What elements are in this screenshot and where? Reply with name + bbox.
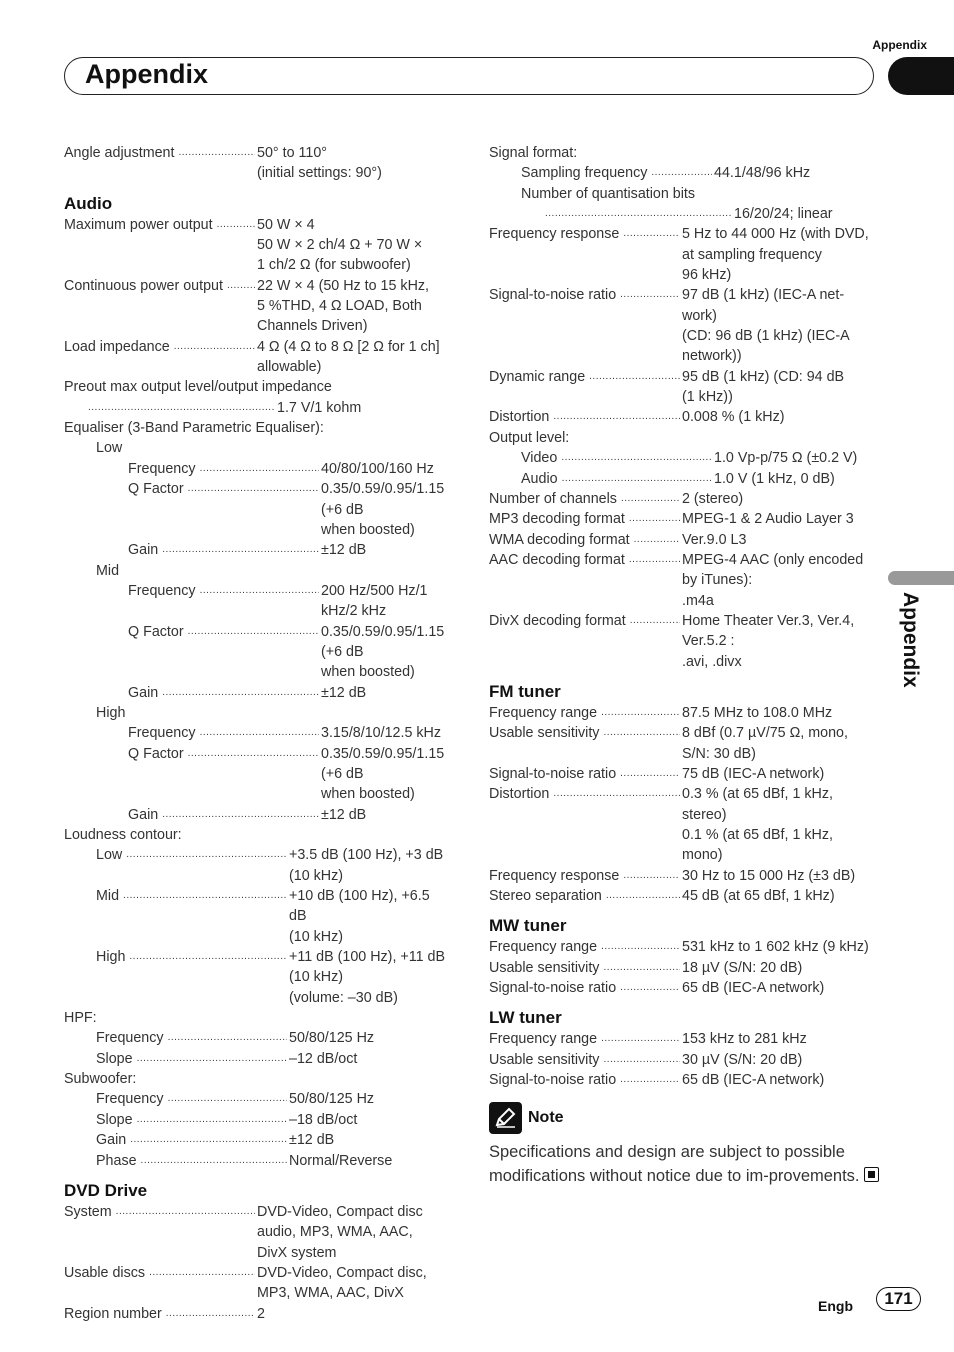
spec-group-label: Preout max output level/output impedance	[64, 379, 332, 396]
spec-label: Signal-to-noise ratio	[489, 980, 617, 997]
spec-label: Frequency response	[489, 226, 620, 243]
spec-value: +11 dB (100 Hz), +11 dB (10 kHz) (volume: –30 dB)	[289, 949, 446, 1006]
spec-value: MPEG-1 & 2 Audio Layer 3	[682, 511, 854, 528]
spec-row	[64, 805, 450, 825]
leader-dots	[174, 337, 255, 357]
spec-value: +3.5 dB (100 Hz), +3 dB (10 kHz)	[289, 847, 444, 884]
leader-dots	[606, 886, 680, 906]
spec-label: High	[96, 949, 126, 966]
spec-row	[489, 407, 881, 427]
spec-row	[64, 1110, 450, 1130]
spec-value: 5 Hz to 44 000 Hz (with DVD, at sampling frequency 96 kHz)	[682, 226, 869, 284]
spec-label: Audio	[521, 470, 558, 487]
spec-value: 3.15/8/10/12.5 kHz	[321, 725, 442, 742]
spec-value: –18 dB/oct	[289, 1111, 358, 1128]
leader-dots	[623, 224, 680, 244]
footer-language: Engb	[818, 1298, 853, 1314]
side-tab-marker	[888, 571, 954, 585]
spec-label: Phase	[96, 1152, 137, 1169]
leader-dots	[601, 1029, 680, 1049]
leader-dots	[137, 1110, 287, 1130]
spec-value: 22 W × 4 (50 Hz to 15 kHz, 5 %THD, 4 Ω LOAD, Both Channels Driven)	[257, 277, 430, 335]
spec-row	[489, 163, 881, 183]
spec-label: Frequency range	[489, 1031, 598, 1048]
spec-value: 0.35/0.59/0.95/1.15 (+6 dB when boosted)	[321, 481, 445, 538]
spec-label: Frequency	[96, 1091, 164, 1108]
spec-label: Signal-to-noise ratio	[489, 1072, 617, 1089]
spec-row	[489, 530, 881, 550]
leader-dots	[217, 215, 255, 235]
spec-group-label: Mid	[96, 562, 120, 579]
spec-row	[64, 276, 450, 337]
spec-label: Signal-to-noise ratio	[489, 765, 617, 782]
leader-dots	[561, 448, 712, 468]
spec-row	[489, 204, 881, 224]
spec-label: Maximum power output	[64, 216, 213, 233]
spec-row	[64, 723, 450, 743]
spec-row	[489, 723, 881, 764]
leader-dots	[620, 764, 680, 784]
spec-row	[489, 764, 881, 784]
leader-dots	[620, 285, 680, 305]
leader-dots	[630, 611, 680, 631]
spec-label: Number of channels	[489, 490, 617, 507]
section-heading: FM tuner	[489, 681, 561, 701]
spec-row	[489, 285, 881, 366]
spec-value: 44.1/48/96 kHz	[714, 165, 811, 182]
spec-label: Load impedance	[64, 338, 170, 355]
spec-value: 50° to 110° (initial settings: 90°)	[257, 145, 382, 182]
leader-dots	[603, 958, 680, 978]
spec-label: Q Factor	[128, 623, 184, 640]
spec-label: Frequency range	[489, 939, 598, 956]
leader-dots	[116, 1202, 255, 1222]
spec-value: DVD-Video, Compact disc, MP3, WMA, AAC, DivX	[257, 1264, 427, 1302]
spec-value: 1.0 V (1 kHz, 0 dB)	[714, 470, 835, 487]
leader-dots	[188, 622, 319, 642]
spec-label: Frequency	[128, 725, 196, 742]
spec-label: Gain	[128, 684, 159, 701]
spec-value: +10 dB (100 Hz), +6.5 dB (10 kHz)	[289, 888, 430, 945]
spec-group-label: Signal format:	[489, 145, 578, 161]
spec-row	[64, 1304, 450, 1324]
spec-value: ±12 dB	[321, 806, 367, 823]
spec-value: 50/80/125 Hz	[289, 1030, 375, 1047]
spec-value: 87.5 MHz to 108.0 MHz	[682, 704, 833, 721]
spec-row	[489, 367, 881, 408]
leader-dots	[601, 703, 680, 723]
spec-label: Gain	[96, 1132, 127, 1149]
spec-group-label: Output level:	[489, 429, 570, 446]
spec-value: Ver.9.0 L3	[682, 531, 747, 548]
spec-group-label: High	[96, 704, 126, 721]
spec-label: Dynamic range	[489, 368, 586, 385]
spec-value: 65 dB (IEC-A network)	[682, 980, 825, 997]
spec-row	[64, 1028, 450, 1048]
spec-row	[64, 459, 450, 479]
spec-row	[489, 611, 881, 672]
section-heading: Audio	[64, 193, 113, 213]
spec-group-label: Loudness contour:	[64, 827, 182, 843]
spec-value: 200 Hz/500 Hz/1 kHz/2 kHz	[321, 582, 428, 620]
leader-dots	[168, 1028, 287, 1048]
spec-row	[64, 215, 450, 276]
spec-row	[64, 845, 450, 886]
spec-label: Distortion	[489, 786, 550, 803]
spec-row	[489, 784, 881, 865]
leader-dots	[130, 1130, 287, 1150]
spec-value: MPEG-4 AAC (only encoded by iTunes): .m4a	[682, 551, 864, 609]
spec-row	[64, 886, 450, 947]
spec-label: Frequency	[96, 1030, 164, 1047]
spec-row	[64, 1151, 450, 1171]
leader-dots	[629, 550, 680, 570]
leader-dots	[603, 723, 680, 743]
spec-row	[489, 703, 881, 723]
leader-dots	[562, 469, 712, 489]
spec-value: 30 Hz to 15 000 Hz (±3 dB)	[682, 867, 856, 884]
spec-row	[64, 1202, 450, 1263]
spec-row	[489, 1029, 881, 1049]
spec-row	[64, 744, 450, 805]
spec-label: Stereo separation	[489, 888, 602, 905]
leader-dots	[629, 509, 680, 529]
spec-row	[64, 947, 450, 1008]
spec-label: WMA decoding format	[489, 531, 630, 548]
spec-value: 2 (stereo)	[682, 490, 744, 507]
spec-label: System	[64, 1203, 112, 1220]
leader-dots	[589, 367, 680, 387]
spec-row	[489, 937, 881, 957]
spec-value: –12 dB/oct	[289, 1050, 358, 1067]
spec-group-label: HPF:	[64, 1010, 97, 1027]
leader-dots	[137, 1049, 287, 1069]
spec-label: Signal-to-noise ratio	[489, 287, 617, 304]
spec-label: Gain	[128, 806, 159, 823]
spec-value: 50 W × 4 50 W × 2 ch/4 Ω + 70 W × 1 ch/2 Ω (for subwoofer)	[257, 216, 423, 274]
spec-label: Slope	[96, 1111, 133, 1128]
running-header: Appendix	[872, 38, 927, 52]
spec-value: 97 dB (1 kHz) (IEC-A net- work) (CD: 96 dB (1 kHz) (IEC-A network))	[682, 287, 850, 365]
spec-value: 50/80/125 Hz	[289, 1091, 375, 1108]
page-title-box	[64, 57, 874, 95]
spec-row	[64, 479, 450, 540]
spec-label: DivX decoding format	[489, 612, 626, 629]
leader-dots	[149, 1263, 255, 1283]
spec-label: Frequency response	[489, 867, 620, 884]
spec-row	[489, 886, 881, 906]
spec-label: Continuous power output	[64, 277, 223, 294]
page-title: Appendix	[85, 59, 209, 89]
spec-label: Q Factor	[128, 745, 184, 762]
leader-dots	[651, 163, 712, 183]
spec-row	[489, 1070, 881, 1090]
spec-row	[489, 978, 881, 998]
leader-dots	[553, 784, 680, 804]
spec-label: MP3 decoding format	[489, 511, 625, 528]
leader-dots	[188, 744, 319, 764]
header-tab-block	[888, 57, 954, 95]
spec-value: 0.35/0.59/0.95/1.15 (+6 dB when boosted)	[321, 745, 445, 803]
spec-value: 8 dBf (0.7 µV/75 Ω, mono, S/N: 30 dB)	[682, 725, 848, 762]
spec-group-label: Number of quantisation bits	[521, 185, 696, 202]
leader-dots	[168, 1089, 287, 1109]
leader-dots	[200, 581, 319, 601]
leader-dots	[126, 845, 287, 865]
spec-label: Gain	[128, 542, 159, 559]
spec-row	[64, 1263, 450, 1304]
spec-group-label: Low	[96, 440, 123, 457]
spec-value: 0.35/0.59/0.95/1.15 (+6 dB when boosted)	[321, 623, 445, 681]
spec-value: 65 dB (IEC-A network)	[682, 1072, 825, 1089]
spec-value: 1.0 Vp-p/75 Ω (±0.2 V)	[714, 450, 858, 467]
leader-dots	[553, 407, 680, 427]
spec-label: Mid	[96, 888, 120, 905]
spec-label: Frequency	[128, 582, 196, 599]
spec-row	[64, 540, 450, 560]
note-title: Note	[528, 1109, 564, 1127]
leader-dots	[620, 1070, 680, 1090]
spec-row	[489, 1050, 881, 1070]
spec-label: Frequency range	[489, 704, 598, 721]
spec-value: 531 kHz to 1 602 kHz (9 kHz)	[682, 939, 869, 956]
spec-value: ±12 dB	[289, 1132, 335, 1149]
spec-row	[489, 469, 881, 489]
section-heading: LW tuner	[489, 1008, 562, 1028]
spec-row	[489, 224, 881, 285]
leader-dots	[166, 1304, 255, 1324]
spec-value: Home Theater Ver.3, Ver.4, Ver.5.2 : .avi, .divx	[682, 612, 855, 670]
spec-label: Frequency	[128, 460, 196, 477]
leader-dots	[620, 978, 680, 998]
leader-dots	[188, 479, 319, 499]
spec-label: Sampling frequency	[521, 165, 648, 182]
leader-dots	[200, 723, 319, 743]
leader-dots	[634, 530, 680, 550]
spec-row	[64, 581, 450, 622]
spec-row	[489, 958, 881, 978]
spec-value: 40/80/100/160 Hz	[321, 460, 434, 477]
spec-row	[489, 509, 881, 529]
spec-value: 0.3 % (at 65 dBf, 1 kHz, stereo) 0.1 % (at 65 dBf, 1 kHz, mono)	[682, 786, 833, 864]
left-spec-column	[64, 143, 450, 1324]
spec-label: Region number	[64, 1305, 162, 1322]
section-heading: MW tuner	[489, 916, 567, 936]
spec-group-label: Equaliser (3-Band Parametric Equaliser):	[64, 420, 324, 437]
pencil-note-icon	[489, 1102, 522, 1134]
spec-value: 2	[257, 1305, 265, 1322]
spec-row	[489, 550, 881, 611]
spec-label: Slope	[96, 1050, 133, 1067]
spec-label: Angle adjustment	[64, 145, 175, 161]
spec-value: 45 dB (at 65 dBf, 1 kHz)	[682, 888, 835, 905]
spec-value: 95 dB (1 kHz) (CD: 94 dB (1 kHz))	[682, 368, 845, 406]
spec-label: AAC decoding format	[489, 551, 625, 568]
spec-label: Usable sensitivity	[489, 1051, 600, 1068]
note-header	[489, 1102, 881, 1134]
spec-group-label: Subwoofer:	[64, 1071, 137, 1088]
leader-dots	[621, 489, 680, 509]
spec-row	[64, 143, 450, 184]
page-number: 171	[876, 1287, 921, 1311]
spec-value: Normal/Reverse	[289, 1152, 393, 1169]
spec-label: Usable sensitivity	[489, 959, 600, 976]
right-spec-column	[489, 143, 881, 1188]
spec-row	[64, 683, 450, 703]
spec-value: 30 µV (S/N: 20 dB)	[682, 1051, 803, 1068]
spec-row	[64, 1049, 450, 1069]
leader-dots	[162, 805, 319, 825]
note-text: Specifications and design are subject to possible modifications without notice due to im-provements.	[489, 1140, 881, 1188]
leader-dots	[141, 1151, 287, 1171]
spec-label: Video	[521, 450, 558, 467]
leader-dots	[623, 866, 680, 886]
spec-value: ±12 dB	[321, 684, 367, 701]
spec-row	[489, 866, 881, 886]
leader-dots	[162, 540, 319, 560]
spec-value: 4 Ω (4 Ω to 8 Ω [2 Ω for 1 ch] allowable)	[257, 338, 440, 376]
spec-value: DVD-Video, Compact disc audio, MP3, WMA, AAC, DivX system	[257, 1203, 423, 1261]
leader-dots	[601, 937, 680, 957]
spec-row	[64, 398, 450, 418]
leader-dots	[162, 683, 319, 703]
spec-row	[64, 337, 450, 378]
leader-dots	[123, 886, 287, 906]
end-mark-icon	[864, 1167, 879, 1182]
spec-value: ±12 dB	[321, 542, 367, 559]
side-tab-label: Appendix	[899, 592, 922, 688]
spec-value: 153 kHz to 281 kHz	[682, 1031, 807, 1048]
spec-label: Usable discs	[64, 1264, 146, 1281]
spec-label: Low	[96, 847, 123, 864]
leader-dots	[129, 947, 287, 967]
leader-dots	[545, 204, 732, 224]
section-heading: DVD Drive	[64, 1180, 148, 1200]
leader-dots	[227, 276, 255, 296]
spec-label: Usable sensitivity	[489, 725, 600, 742]
spec-value: 0.008 % (1 kHz)	[682, 409, 785, 426]
leader-dots	[603, 1050, 680, 1070]
spec-label: Distortion	[489, 409, 550, 426]
spec-label: Q Factor	[128, 481, 184, 498]
leader-dots	[200, 459, 319, 479]
spec-value: 75 dB (IEC-A network)	[682, 765, 825, 782]
spec-value: 18 µV (S/N: 20 dB)	[682, 959, 803, 976]
spec-value: 1.7 V/1 kohm	[277, 399, 362, 416]
spec-row	[64, 622, 450, 683]
leader-dots	[178, 143, 255, 163]
spec-row	[489, 489, 881, 509]
spec-value: 16/20/24; linear	[734, 206, 833, 223]
spec-row	[64, 1089, 450, 1109]
spec-row	[64, 1130, 450, 1150]
leader-dots	[88, 398, 275, 418]
spec-row	[489, 448, 881, 468]
